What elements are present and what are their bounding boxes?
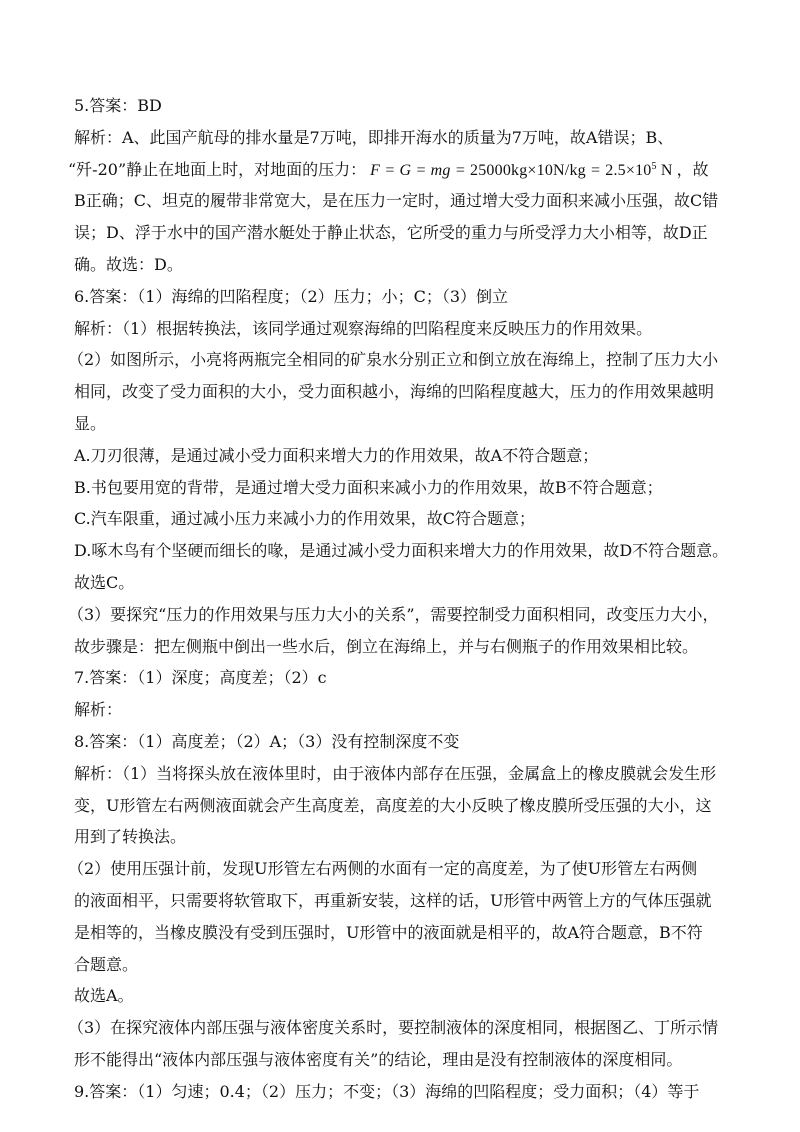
text-line: （3）在探究液体内部压强与液体密度关系时，要控制液体的深度相同，根据图乙、丁所示情: [68, 1018, 719, 1038]
text-line: 7.答案：（1）深度；高度差；（2）c: [74, 668, 327, 688]
formula-eq: =: [585, 161, 606, 179]
text-line: 6.答案：（1）海绵的凹陷程度；（2）压力；小；C；（3）倒立: [74, 286, 509, 306]
text-line: 的液面相平，只需要将软管取下，再重新安装，这样的话，U形管中两管上方的气体压强就: [74, 890, 712, 910]
text-line: 是相等的，当橡皮膜没有受到压强时，U形管中的液面就是相平的，故A符合题意，B不符: [74, 922, 703, 942]
formula-unit: N: [656, 161, 673, 179]
text-line: 5.答案：BD: [74, 96, 162, 115]
text-line: 合题意。: [74, 954, 139, 974]
text-line: C.汽车限重，通过减小压力来减小力的作用效果，故C符合题意；: [74, 509, 536, 529]
text-line: 形不能得出“液体内部压强与液体密度有关”的结论，理由是没有控制液体的深度相同。: [74, 1049, 683, 1069]
text-line: （2）使用压强计前，发现U形管左右两侧的水面有一定的高度差，为了使U形管左右两侧: [68, 859, 698, 879]
text-line: 确。故选：D。: [74, 254, 183, 274]
text-line-formula: [68, 154, 734, 186]
text-line: 解析：（1）根据转换法，该同学通过观察海绵的凹陷程度来反映压力的作用效果。: [74, 318, 653, 338]
text-line: 相同，改变了受力面积的大小，受力面积越小，海绵的凹陷程度越大，压力的作用效果越明: [74, 382, 715, 402]
text-segment: “歼-20”静止在地面上时，对地面的压力：: [68, 159, 367, 179]
text-line: 显。: [74, 413, 107, 433]
text-segment: ，故: [676, 159, 709, 179]
text-line: 解析：: [74, 700, 123, 720]
text-line: 8.答案：（1）高度差；（2）A；（3）没有控制深度不变: [74, 731, 460, 751]
text-line: （3）要探究“压力的作用效果与压力大小的关系”，需要控制受力面积相同，改变压力大小，: [68, 604, 719, 624]
text-line: B.书包要用宽的背带，是通过增大受力面积来减小力的作用效果，故B不符合题意；: [74, 477, 663, 497]
formula-value1: 25000kg×10N/kg: [470, 161, 586, 179]
formula-lhs: F = G = mg =: [370, 161, 471, 179]
text-line: 故选C。: [74, 572, 135, 592]
text-line: A.刀刃很薄，是通过减小受力面积来增大力的作用效果，故A不符合题意；: [74, 445, 599, 465]
text-line: 解析：A、此国产航母的排水量是7万吨，即排开海水的质量为7万吨，故A错误；B、: [74, 127, 674, 147]
text-line: 用到了转换法。: [74, 827, 187, 847]
text-line: 解析：（1）当将探头放在液体里时，由于液体内部存在压强，金属盒上的橡皮膜就会发生形: [74, 763, 717, 783]
pressure-formula: [370, 162, 673, 179]
text-line: （2）如图所示，小亮将两瓶完全相同的矿泉水分别正立和倒立放在海绵上，控制了压力大小: [68, 350, 719, 370]
text-line: D.啄木鸟有个坚硬而细长的喙，是通过减小受力面积来增大力的作用效果，故D不符合题意。: [74, 541, 729, 561]
text-line: 故步骤是：把左侧瓶中倒出一些水后，倒立在海绵上，并与右侧瓶子的作用效果相比较。: [74, 636, 699, 656]
text-line: B正确；C、坦克的履带非常宽大，是在压力一定时，通过增大受力面积来减小压强，故C错: [74, 191, 719, 211]
formula-value2: 2.5×10: [605, 161, 652, 179]
text-line: 变，U形管左右两侧液面就会产生高度差，高度差的大小反映了橡皮膜所受压强的大小，这: [74, 795, 712, 815]
text-line: 9.答案：（1）匀速；0.4；（2）压力；不变；（3）海绵的凹陷程度；受力面积；（4）等于: [74, 1081, 700, 1101]
answer-text: [68, 90, 734, 1108]
text-line: 误；D、浮于水中的国产潜水艇处于静止状态，它所受的重力与所受浮力大小相等，故D正: [74, 223, 708, 243]
text-line: 故选A。: [74, 986, 134, 1006]
formula-exponent: 5: [651, 160, 657, 172]
